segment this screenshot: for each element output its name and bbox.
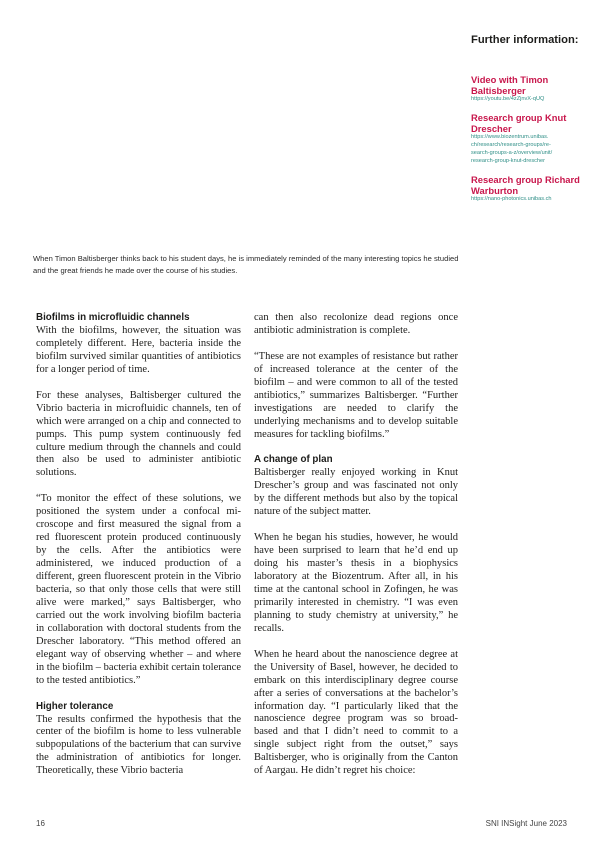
info-block-warburton-group [471, 174, 596, 204]
article-column-right [254, 312, 458, 778]
info-link[interactable]: https://youtu.be/4zZjnvX-qUQ [471, 95, 545, 102]
article-photo-area [0, 0, 458, 240]
paragraph: When he began his studies, however, he would have been surprised to learn that he’d end up doing his master’s thesis in a biophysics laboratory at the Biozentrum. After all, in his time at the cantonal school in Zofingen, he was primarily interested in chemistry. “I was even planning to study chemistry at university,” he recalls. [254, 532, 458, 634]
paragraph: can then also recolonize dead regions once antibiotic administration is complete. [254, 312, 458, 336]
sidebar-title: Further information: [471, 34, 579, 46]
info-link[interactable]: search-groups-a-z/overview/unit/ [471, 149, 553, 156]
info-link[interactable]: research-group-knut-drescher [471, 157, 545, 164]
subheading: A change of plan [254, 454, 333, 466]
info-link[interactable]: https://www.biozentrum.unibas. [471, 134, 549, 141]
publication-name: SNI INSight June 2023 [485, 819, 567, 828]
info-heading: Research group Knut Drescher [471, 112, 567, 135]
info-block-drescher-group [471, 112, 596, 165]
further-information-sidebar [471, 34, 596, 213]
paragraph: “These are not examples of resistance but rather of increased tolerance at the center of the biofilm – and were common to all of the tested antibiotics,” summarizes Baltisberger. “Further investigations are needed to clarify the underlying mechanisms and to develop suitable measures for tackling biofilms.” [254, 350, 458, 440]
info-heading: Research group Richard Warburton [471, 174, 580, 197]
article-column-left [36, 312, 241, 778]
info-link[interactable]: https://nano-photonics.unibas.ch [471, 196, 552, 203]
subheading: Biofilms in microfluidic channels [36, 312, 190, 323]
paragraph: When he heard about the nanoscience degree at the University of Basel, however, he decided to embark on this interdisciplinary degree course after a series of conversations at the bachelor’s information day. “I particularly liked that the nanoscience degree program was so broad-based and that I didn’t need to commit to a single subject right from the outset,” says Baltisberger, who is originally from the Canton of Aargau. He didn’t regret his choice: [254, 648, 458, 777]
paragraph: With the biofilms, however, the situation was completely different. Here, bacteria inside the biofilm survived similar quantities of antibiotics for a longer period of time. [36, 324, 241, 375]
photo-caption: When Timon Baltisberger thinks back to his student days, he is immediately reminded of the many interesting topics he studied and the great friends he made over the course of his studies. [33, 254, 459, 276]
paragraph: The results confirmed the hypothesis that the center of the biofilm is home to less vulnerable subpopulations of the bacterium that can survive the administration of antibiotics for longer. Theoretically, these Vibrio bacteria [36, 713, 241, 777]
paragraph: For these analyses, Baltisberger cultured the Vibrio bacteria in microfluidic channels, ten of which were arranged on a chip and connected to pumps. This pump system continuously fed culture medium through the channels and could then also be used to administer antibiotic solutions. [36, 389, 241, 479]
page-number: 16 [36, 819, 45, 828]
paragraph: “To monitor the effect of these solutions, we positioned the system under a confocal microscope and first measured the signal from a red fluorescent protein produced continuously by the cells. After the antibiotics were administered, we induced production of a different, green fluorescent protein in the Vibrio bacteria, so that only those cells that were still alive were marked,” says Baltisberger, who carried out the work involving biofilm bacteria in collaboration with doctoral students from the Drescher laboratory. “This method offered an elegant way of observing whether – and where in the biofilm – bacteria exhibit certain tolerance to the tested antibiotics.” [36, 493, 241, 686]
paragraph: Baltisberger really enjoyed working in Knut Drescher’s group and was fascinated not only by the different methods but also by the topical nature of the subject matter. [254, 467, 458, 518]
info-link[interactable]: ch/research/research-groups/re- [471, 142, 551, 149]
info-block-video [471, 74, 596, 104]
info-heading: Video with Timon Baltisberger [471, 73, 549, 96]
subheading: Higher tolerance [36, 700, 114, 712]
